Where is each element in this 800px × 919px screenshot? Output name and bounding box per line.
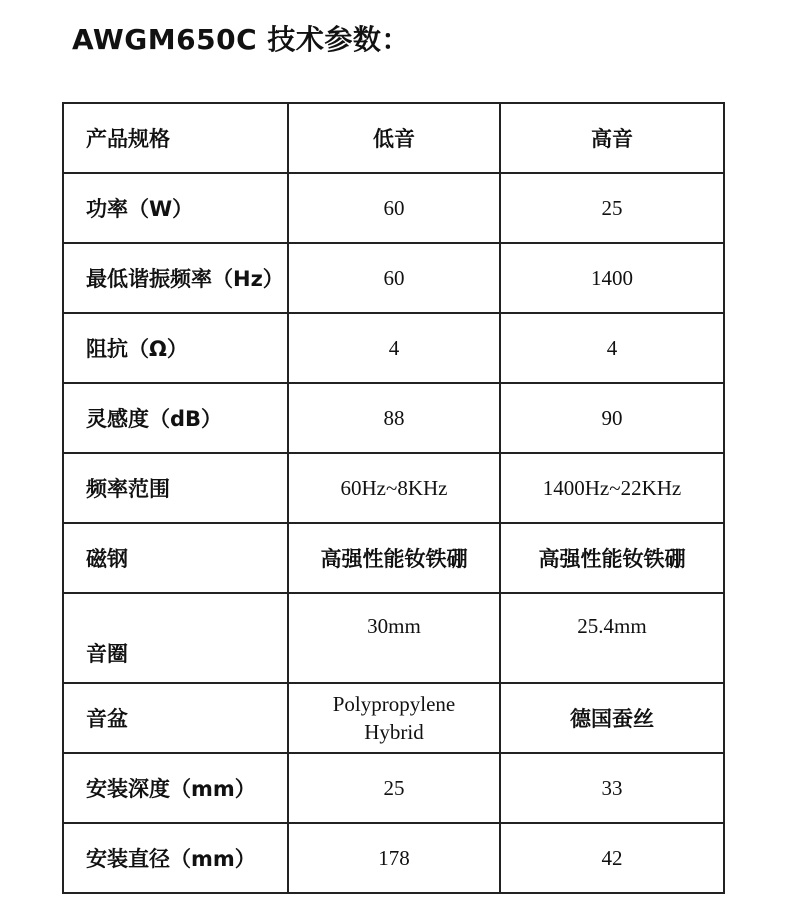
woofer-value: 30mm xyxy=(288,593,500,683)
tweeter-value: 1400Hz~22KHz xyxy=(500,453,724,523)
woofer-value xyxy=(288,683,500,753)
row-label: 功率（W） xyxy=(63,173,288,243)
woofer-value: 88 xyxy=(288,383,500,453)
tweeter-value: 高强性能钕铁硼 xyxy=(500,523,724,593)
header-tweeter: 高音 xyxy=(500,103,724,173)
row-label: 阻抗（Ω） xyxy=(63,313,288,383)
woofer-value: 60Hz~8KHz xyxy=(288,453,500,523)
tweeter-value: 1400 xyxy=(500,243,724,313)
woofer-value: 25 xyxy=(288,753,500,823)
table-row-mount-diameter xyxy=(63,823,724,893)
table-row-impedance xyxy=(63,313,724,383)
row-label: 安装深度（mm） xyxy=(63,753,288,823)
table-row-mount-depth xyxy=(63,753,724,823)
woofer-value: 4 xyxy=(288,313,500,383)
table-row-sensitivity xyxy=(63,383,724,453)
table-row-power xyxy=(63,173,724,243)
header-woofer: 低音 xyxy=(288,103,500,173)
table-row-resonance xyxy=(63,243,724,313)
row-label: 音盆 xyxy=(63,683,288,753)
tweeter-value: 25 xyxy=(500,173,724,243)
table-row-frequency-range xyxy=(63,453,724,523)
row-label: 频率范围 xyxy=(63,453,288,523)
row-label: 安装直径（mm） xyxy=(63,823,288,893)
spec-table xyxy=(62,102,725,894)
woofer-cone-line-2: Hybrid xyxy=(364,720,424,744)
tweeter-value: 25.4mm xyxy=(500,593,724,683)
tweeter-value: 90 xyxy=(500,383,724,453)
tweeter-value: 33 xyxy=(500,753,724,823)
tweeter-value: 4 xyxy=(500,313,724,383)
table-row-voice-coil xyxy=(63,593,724,683)
row-label: 灵感度（dB） xyxy=(63,383,288,453)
tweeter-value: 42 xyxy=(500,823,724,893)
row-label: 最低谐振频率（Hz） xyxy=(63,243,288,313)
woofer-cone-line-1: Polypropylene xyxy=(332,692,456,716)
woofer-value: 60 xyxy=(288,173,500,243)
woofer-value: 178 xyxy=(288,823,500,893)
tweeter-value: 德国蚕丝 xyxy=(500,683,724,753)
woofer-value: 高强性能钕铁硼 xyxy=(288,523,500,593)
table-row-cone xyxy=(63,683,724,753)
woofer-value: 60 xyxy=(288,243,500,313)
table-header-row xyxy=(63,103,724,173)
header-spec-label: 产品规格 xyxy=(63,103,288,173)
row-label: 音圈 xyxy=(63,593,288,683)
row-label: 磁钢 xyxy=(63,523,288,593)
page-title: AWGM650C 技术参数： xyxy=(72,23,410,56)
table-row-magnet xyxy=(63,523,724,593)
